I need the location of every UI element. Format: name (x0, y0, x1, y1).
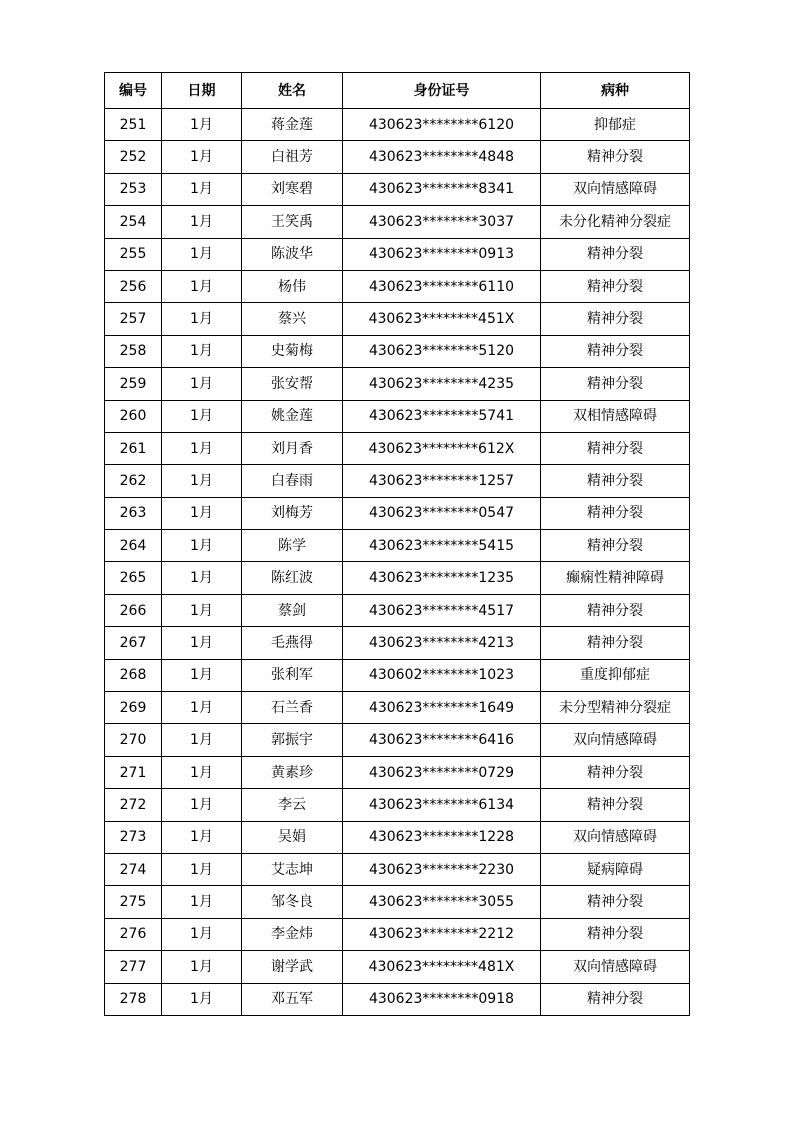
cell-id-number: 430623********6416 (343, 724, 541, 756)
cell-number: 271 (105, 756, 162, 788)
cell-id-number: 430623********1235 (343, 562, 541, 594)
cell-date: 1月 (162, 789, 242, 821)
cell-id-number: 430623********0913 (343, 238, 541, 270)
cell-disease: 精神分裂 (541, 368, 690, 400)
table-row (105, 368, 690, 400)
cell-date: 1月 (162, 627, 242, 659)
cell-number: 258 (105, 335, 162, 367)
cell-disease: 重度抑郁症 (541, 659, 690, 691)
cell-disease: 精神分裂 (541, 530, 690, 562)
cell-number: 276 (105, 918, 162, 950)
cell-number: 261 (105, 432, 162, 464)
cell-date: 1月 (162, 530, 242, 562)
cell-name: 石兰香 (242, 692, 343, 724)
table-row (105, 141, 690, 173)
cell-name: 毛燕得 (242, 627, 343, 659)
cell-name: 史菊梅 (242, 335, 343, 367)
cell-date: 1月 (162, 141, 242, 173)
cell-number: 260 (105, 400, 162, 432)
cell-disease: 双向情感障碍 (541, 821, 690, 853)
cell-date: 1月 (162, 335, 242, 367)
cell-disease: 精神分裂 (541, 886, 690, 918)
cell-disease: 双向情感障碍 (541, 173, 690, 205)
cell-id-number: 430623********0547 (343, 497, 541, 529)
cell-disease: 精神分裂 (541, 918, 690, 950)
cell-name: 郭振宇 (242, 724, 343, 756)
table-row (105, 400, 690, 432)
cell-number: 259 (105, 368, 162, 400)
cell-date: 1月 (162, 821, 242, 853)
cell-date: 1月 (162, 465, 242, 497)
table-row (105, 886, 690, 918)
cell-id-number: 430623********1228 (343, 821, 541, 853)
table-row (105, 983, 690, 1015)
cell-name: 李金炜 (242, 918, 343, 950)
table-row (105, 109, 690, 141)
cell-disease: 未分化精神分裂症 (541, 206, 690, 238)
header-disease: 病种 (541, 73, 690, 109)
cell-number: 257 (105, 303, 162, 335)
table-row (105, 270, 690, 302)
table-row (105, 238, 690, 270)
cell-disease: 精神分裂 (541, 270, 690, 302)
cell-number: 256 (105, 270, 162, 302)
cell-name: 刘梅芳 (242, 497, 343, 529)
header-id-number: 身份证号 (343, 73, 541, 109)
header-number: 编号 (105, 73, 162, 109)
cell-number: 265 (105, 562, 162, 594)
cell-name: 陈波华 (242, 238, 343, 270)
cell-id-number: 430623********1257 (343, 465, 541, 497)
cell-name: 白春雨 (242, 465, 343, 497)
cell-name: 白祖芳 (242, 141, 343, 173)
table-row (105, 918, 690, 950)
cell-name: 邹冬良 (242, 886, 343, 918)
cell-id-number: 430623********6120 (343, 109, 541, 141)
cell-number: 272 (105, 789, 162, 821)
cell-number: 278 (105, 983, 162, 1015)
cell-id-number: 430623********4517 (343, 594, 541, 626)
table-row (105, 335, 690, 367)
cell-name: 蒋金莲 (242, 109, 343, 141)
cell-id-number: 430623********8341 (343, 173, 541, 205)
table-row (105, 692, 690, 724)
header-name: 姓名 (242, 73, 343, 109)
cell-name: 李云 (242, 789, 343, 821)
cell-number: 266 (105, 594, 162, 626)
cell-number: 252 (105, 141, 162, 173)
table-row (105, 562, 690, 594)
table-row (105, 951, 690, 983)
table-row (105, 303, 690, 335)
cell-name: 杨伟 (242, 270, 343, 302)
cell-disease: 精神分裂 (541, 789, 690, 821)
header-row (105, 73, 690, 109)
table-row (105, 465, 690, 497)
cell-disease: 精神分裂 (541, 238, 690, 270)
cell-date: 1月 (162, 951, 242, 983)
cell-name: 姚金莲 (242, 400, 343, 432)
cell-name: 吴娟 (242, 821, 343, 853)
cell-disease: 精神分裂 (541, 983, 690, 1015)
cell-name: 张利军 (242, 659, 343, 691)
cell-id-number: 430623********6134 (343, 789, 541, 821)
cell-number: 277 (105, 951, 162, 983)
cell-date: 1月 (162, 562, 242, 594)
cell-date: 1月 (162, 206, 242, 238)
cell-date: 1月 (162, 724, 242, 756)
cell-number: 269 (105, 692, 162, 724)
table-body (105, 109, 690, 1016)
cell-id-number: 430623********5741 (343, 400, 541, 432)
cell-number: 251 (105, 109, 162, 141)
cell-number: 264 (105, 530, 162, 562)
cell-name: 刘月香 (242, 432, 343, 464)
cell-id-number: 430623********4213 (343, 627, 541, 659)
cell-number: 263 (105, 497, 162, 529)
cell-name: 黄素珍 (242, 756, 343, 788)
cell-id-number: 430623********4848 (343, 141, 541, 173)
cell-id-number: 430623********0729 (343, 756, 541, 788)
cell-date: 1月 (162, 400, 242, 432)
cell-name: 陈学 (242, 530, 343, 562)
table-row (105, 789, 690, 821)
table-row (105, 627, 690, 659)
table-row (105, 206, 690, 238)
cell-number: 267 (105, 627, 162, 659)
cell-id-number: 430623********5120 (343, 335, 541, 367)
table-header (105, 73, 690, 109)
table-row (105, 530, 690, 562)
cell-number: 274 (105, 853, 162, 885)
cell-date: 1月 (162, 368, 242, 400)
cell-id-number: 430623********481X (343, 951, 541, 983)
cell-name: 王笑禹 (242, 206, 343, 238)
table-row (105, 724, 690, 756)
cell-disease: 抑郁症 (541, 109, 690, 141)
cell-id-number: 430623********3037 (343, 206, 541, 238)
cell-number: 255 (105, 238, 162, 270)
cell-date: 1月 (162, 432, 242, 464)
cell-name: 艾志坤 (242, 853, 343, 885)
cell-name: 蔡剑 (242, 594, 343, 626)
cell-number: 254 (105, 206, 162, 238)
cell-name: 刘寒碧 (242, 173, 343, 205)
cell-date: 1月 (162, 173, 242, 205)
cell-id-number: 430623********4235 (343, 368, 541, 400)
table-row (105, 497, 690, 529)
cell-disease: 精神分裂 (541, 756, 690, 788)
cell-number: 262 (105, 465, 162, 497)
table-row (105, 173, 690, 205)
cell-number: 268 (105, 659, 162, 691)
cell-number: 275 (105, 886, 162, 918)
cell-id-number: 430623********612X (343, 432, 541, 464)
cell-disease: 未分型精神分裂症 (541, 692, 690, 724)
cell-id-number: 430623********3055 (343, 886, 541, 918)
cell-number: 273 (105, 821, 162, 853)
cell-name: 邓五军 (242, 983, 343, 1015)
cell-disease: 双向情感障碍 (541, 951, 690, 983)
table-row (105, 821, 690, 853)
document-page (104, 72, 690, 1016)
cell-date: 1月 (162, 238, 242, 270)
cell-id-number: 430623********6110 (343, 270, 541, 302)
cell-disease: 精神分裂 (541, 432, 690, 464)
cell-name: 蔡兴 (242, 303, 343, 335)
cell-disease: 癫痫性精神障碍 (541, 562, 690, 594)
cell-date: 1月 (162, 303, 242, 335)
cell-disease: 精神分裂 (541, 627, 690, 659)
cell-id-number: 430623********0918 (343, 983, 541, 1015)
cell-id-number: 430623********5415 (343, 530, 541, 562)
cell-date: 1月 (162, 756, 242, 788)
cell-name: 谢学武 (242, 951, 343, 983)
table-row (105, 756, 690, 788)
table-row (105, 594, 690, 626)
cell-disease: 双向情感障碍 (541, 724, 690, 756)
cell-date: 1月 (162, 109, 242, 141)
cell-id-number: 430623********2230 (343, 853, 541, 885)
cell-id-number: 430602********1023 (343, 659, 541, 691)
header-date: 日期 (162, 73, 242, 109)
cell-number: 253 (105, 173, 162, 205)
cell-number: 270 (105, 724, 162, 756)
cell-date: 1月 (162, 497, 242, 529)
cell-disease: 疑病障碍 (541, 853, 690, 885)
cell-disease: 精神分裂 (541, 465, 690, 497)
cell-date: 1月 (162, 886, 242, 918)
cell-date: 1月 (162, 853, 242, 885)
cell-disease: 精神分裂 (541, 594, 690, 626)
table-row (105, 432, 690, 464)
cell-date: 1月 (162, 918, 242, 950)
cell-disease: 双相情感障碍 (541, 400, 690, 432)
cell-date: 1月 (162, 692, 242, 724)
cell-date: 1月 (162, 594, 242, 626)
cell-disease: 精神分裂 (541, 497, 690, 529)
cell-disease: 精神分裂 (541, 303, 690, 335)
cell-name: 张安帮 (242, 368, 343, 400)
cell-disease: 精神分裂 (541, 335, 690, 367)
cell-id-number: 430623********1649 (343, 692, 541, 724)
cell-date: 1月 (162, 983, 242, 1015)
cell-id-number: 430623********2212 (343, 918, 541, 950)
cell-date: 1月 (162, 659, 242, 691)
records-table (104, 72, 690, 1016)
cell-id-number: 430623********451X (343, 303, 541, 335)
cell-date: 1月 (162, 270, 242, 302)
table-row (105, 659, 690, 691)
cell-disease: 精神分裂 (541, 141, 690, 173)
cell-name: 陈红波 (242, 562, 343, 594)
table-row (105, 853, 690, 885)
